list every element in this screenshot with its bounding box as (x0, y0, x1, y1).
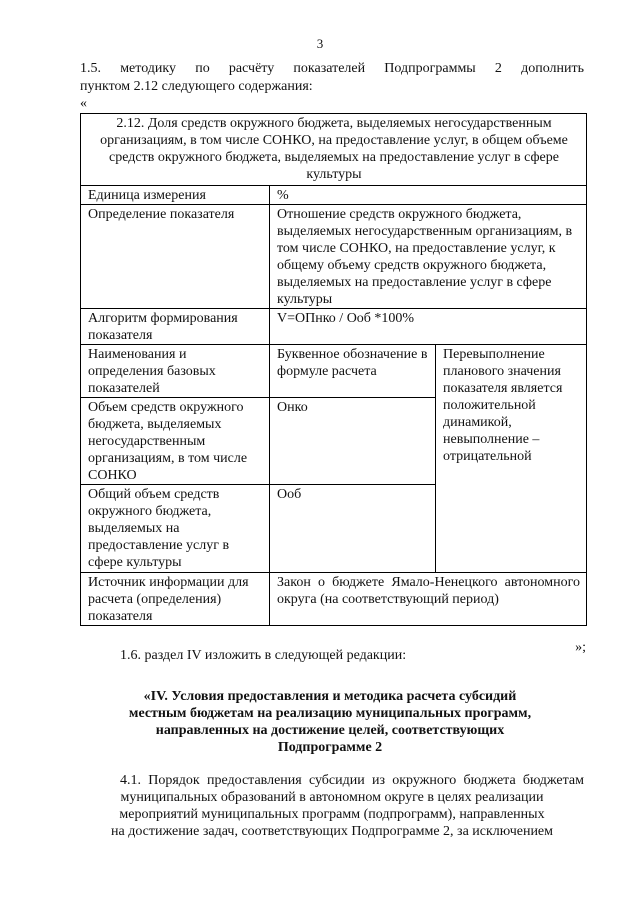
definition-value: Отношение средств окружного бюджета, выделяемых негосударственным организациям, в том числе СОНКО, на предоставление услуг, к общему объему средств окружного бюджета, выделяемых на предоставление услуг в сфере культуры (270, 205, 587, 309)
source-label: Источник информации для расчета (определения) показателя (81, 573, 270, 626)
paragraph-1-5-line-1: 1.5. методику по расчёту показателей Подпрограммы 2 дополнить (80, 61, 584, 76)
section-title-line-2: местным бюджетам на реализацию муниципальных программ, (128, 706, 532, 721)
table-row (81, 573, 587, 626)
section-title-line-4: Подпрограмме 2 (277, 740, 383, 755)
paragraph-4-1-line-3: мероприятий муниципальных программ (подпрограмм), направленных (119, 807, 545, 822)
source-value: Закон о бюджете Ямало-Ненецкого автономного округа (на соответствующий период) (270, 573, 587, 626)
paragraph-4-1-line-4: на достижение задач, соответствующих Подпрограмме 2, за исключением (110, 824, 554, 839)
unit-value: % (270, 186, 587, 205)
paragraph-1-6: 1.6. раздел IV изложить в следующей редакции: (120, 648, 407, 663)
unit-label: Единица измерения (81, 186, 270, 205)
page-number: 3 (316, 36, 324, 51)
table-row (81, 345, 587, 398)
paragraph-4-1 (80, 772, 584, 840)
algorithm-label: Алгоритм формирования показателя (81, 309, 270, 345)
algorithm-value: V=ОПнко / Ооб *100% (270, 309, 587, 345)
interpretation-text: Перевыполнение планового значения показателя является положительной динамикой, невыполнение – отрицательной (436, 345, 587, 573)
table-header-row (81, 114, 587, 186)
base-indicator-1-code: Онко (270, 398, 436, 485)
base-indicator-1-label: Объем средств окружного бюджета, выделяемых негосударственным организациям, в том числе СОНКО (81, 398, 270, 485)
table-row (81, 309, 587, 345)
indicator-table (80, 113, 587, 626)
table-row (81, 205, 587, 309)
paragraph-1-5-line-2: пунктом 2.12 следующего содержания: (80, 79, 313, 94)
paragraph-4-1-line-2: муниципальных образований в автономном округе в целях реализации (120, 790, 544, 805)
letter-designation-label: Буквенное обозначение в формуле расчета (270, 345, 436, 398)
definition-label: Определение показателя (81, 205, 270, 309)
paragraph-4-1-line-1: 4.1. Порядок предоставления субсидии из окружного бюджета бюджетам (120, 773, 584, 788)
closing-quote: »; (575, 640, 586, 655)
base-indicators-label: Наименования и определения базовых показателей (81, 345, 270, 398)
section-title-line-3: направленных на достижение целей, соответствующих (155, 723, 505, 738)
base-indicator-2-label: Общий объем средств окружного бюджета, выделяемых на предоставление услуг в сфере культуры (81, 485, 270, 573)
base-indicator-2-code: Ооб (270, 485, 436, 573)
indicator-title: 2.12. Доля средств окружного бюджета, выделяемых негосударственным организациям, в том числе СОНКО, на предоставление услуг, в общем объеме средств окружного бюджета, выделяемых на предоставление услуг в сфере культуры (81, 114, 587, 186)
table-row (81, 186, 587, 205)
section-title (110, 688, 550, 756)
section-title-line-1: «IV. Условия предоставления и методика расчета субсидий (143, 689, 517, 704)
opening-quote: « (80, 96, 87, 111)
